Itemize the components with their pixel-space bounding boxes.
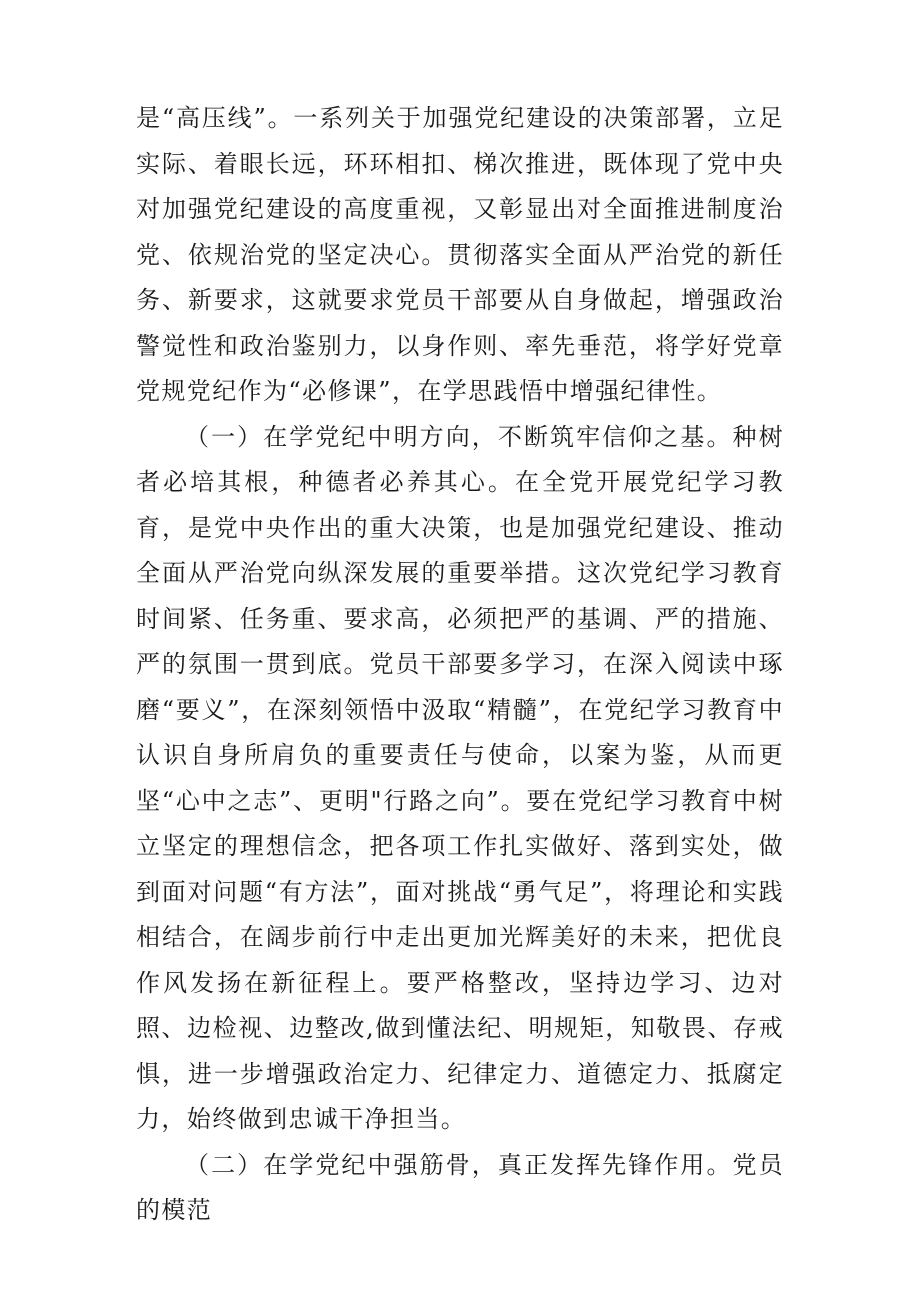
paragraph-section-one: （一）在学党纪中明方向，不断筑牢信仰之基。种树者必培其根，种德者必养其心。在全党开展党纪学习教育，是党中央作出的重大决策，也是加强党纪建设、推动全面从严治党向纵深发展的重要举措。这次党纪学习教育时间紧、任务重、要求高，必须把严的基调、严的措施、严的氛围一贯到底。党员干部要多学习，在深入阅读中琢磨“要义”，在深刻领悟中汲取“精髓”，在党纪学习教育中认识自身所肩负的重要责任与使命，以案为鉴，从而更坚“心中之志”、更明"行路之向”。要在党纪学习教育中树立坚定的理想信念，把各项工作扎实做好、落到实处，做到面对问题“有方法”，面对挑战“勇气足”，将理论和实践相结合，在阔步前行中走出更加光辉美好的未来，把优良作风发扬在新征程上。要严格整改，坚持边学习、边对照、边检视、边整改,做到懂法纪、明规矩，知敬畏、存戒惧，进一步增强政治定力、纪律定力、道德定力、抵腐定力，始终做到忠诚干净担当。 xyxy=(136,422,784,1133)
paragraph-continuation: 是“高压线”。一系列关于加强党纪建设的决策部署，立足实际、着眼长远，环环相扣、梯次推进，既体现了党中央对加强党纪建设的高度重视，又彰显出对全面推进制度治党、依规治党的坚定决心。贯彻落实全面从严治党的新任务、新要求，这就要求党员干部要从自身做起，增强政治警觉性和政治鉴别力，以身作则、率先垂范，将学好党章党规党纪作为“必修课”，在学思践悟中增强纪律性。 xyxy=(136,104,784,405)
paragraph-section-two: （二）在学党纪中强筋骨，真正发挥先锋作用。党员的模范 xyxy=(136,1150,784,1224)
